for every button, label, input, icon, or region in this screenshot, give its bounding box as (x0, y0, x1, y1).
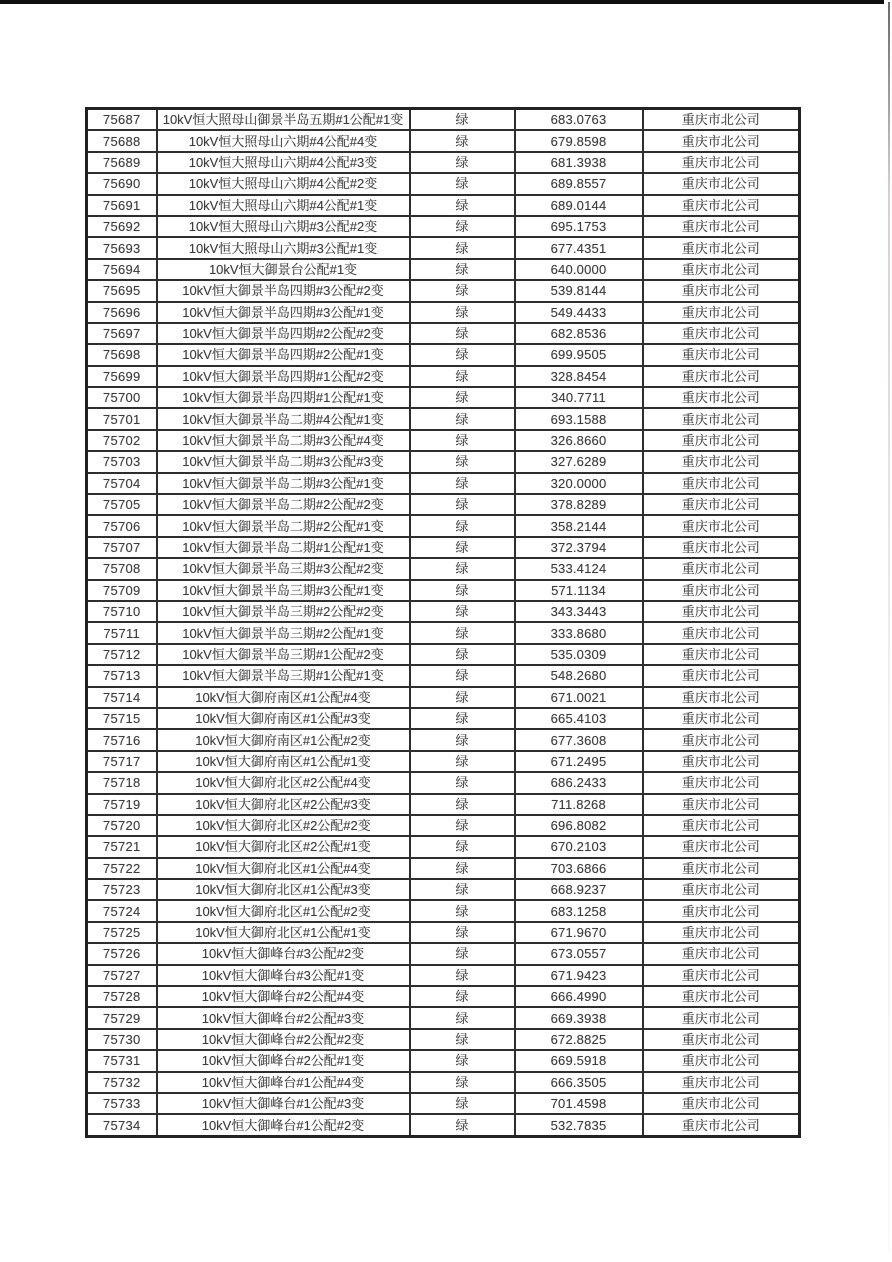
cell-transformer-name: 10kV恒大御府北区#1公配#2变 (157, 900, 410, 921)
cell-status: 绿 (410, 1050, 515, 1071)
cell-value: 549.4433 (515, 302, 643, 323)
cell-transformer-name: 10kV恒大照母山六期#3公配#2变 (157, 216, 410, 237)
cell-transformer-name: 10kV恒大御景半岛三期#2公配#1变 (157, 622, 410, 643)
cell-value: 548.2680 (515, 665, 643, 686)
cell-record-id: 75719 (87, 794, 157, 815)
cell-record-id: 75706 (87, 515, 157, 536)
cell-transformer-name: 10kV恒大御景台公配#1变 (157, 259, 410, 280)
table-row (87, 323, 800, 344)
table-row (87, 216, 800, 237)
cell-company: 重庆市北公司 (643, 387, 800, 408)
cell-transformer-name: 10kV恒大御景半岛二期#4公配#1变 (157, 408, 410, 429)
cell-value: 689.0144 (515, 195, 643, 216)
cell-transformer-name: 10kV恒大御峰台#1公配#3变 (157, 1093, 410, 1114)
cell-status: 绿 (410, 836, 515, 857)
cell-company: 重庆市北公司 (643, 515, 800, 536)
cell-record-id: 75720 (87, 815, 157, 836)
cell-value: 539.8144 (515, 280, 643, 301)
table-row (87, 601, 800, 622)
cell-company: 重庆市北公司 (643, 237, 800, 258)
cell-value: 358.2144 (515, 515, 643, 536)
cell-status: 绿 (410, 772, 515, 793)
cell-value: 328.8454 (515, 366, 643, 387)
cell-status: 绿 (410, 815, 515, 836)
cell-value: 378.8289 (515, 494, 643, 515)
cell-company: 重庆市北公司 (643, 836, 800, 857)
cell-record-id: 75732 (87, 1072, 157, 1093)
cell-record-id: 75718 (87, 772, 157, 793)
cell-value: 669.5918 (515, 1050, 643, 1071)
cell-company: 重庆市北公司 (643, 302, 800, 323)
cell-transformer-name: 10kV恒大御景半岛三期#2公配#2变 (157, 601, 410, 622)
table-row (87, 580, 800, 601)
cell-record-id: 75725 (87, 922, 157, 943)
cell-record-id: 75734 (87, 1114, 157, 1136)
cell-status: 绿 (410, 280, 515, 301)
cell-company: 重庆市北公司 (643, 451, 800, 472)
cell-record-id: 75701 (87, 408, 157, 429)
cell-value: 670.2103 (515, 836, 643, 857)
table-row (87, 986, 800, 1007)
table-row (87, 195, 800, 216)
table-row (87, 708, 800, 729)
cell-transformer-name: 10kV恒大御景半岛四期#3公配#1变 (157, 302, 410, 323)
cell-value: 671.2495 (515, 751, 643, 772)
cell-company: 重庆市北公司 (643, 965, 800, 986)
table-row (87, 687, 800, 708)
cell-company: 重庆市北公司 (643, 430, 800, 451)
cell-company: 重庆市北公司 (643, 879, 800, 900)
table-row (87, 665, 800, 686)
table-row (87, 729, 800, 750)
cell-status: 绿 (410, 943, 515, 964)
table-row (87, 430, 800, 451)
table-row (87, 173, 800, 194)
cell-transformer-name: 10kV恒大御景半岛四期#2公配#1变 (157, 344, 410, 365)
cell-status: 绿 (410, 387, 515, 408)
cell-value: 703.6866 (515, 858, 643, 879)
cell-company: 重庆市北公司 (643, 794, 800, 815)
cell-value: 535.0309 (515, 644, 643, 665)
cell-record-id: 75688 (87, 130, 157, 151)
cell-transformer-name: 10kV恒大御府北区#1公配#1变 (157, 922, 410, 943)
cell-record-id: 75696 (87, 302, 157, 323)
table-row (87, 622, 800, 643)
cell-record-id: 75708 (87, 558, 157, 579)
cell-status: 绿 (410, 237, 515, 258)
table-body (87, 109, 800, 1137)
cell-company: 重庆市北公司 (643, 366, 800, 387)
cell-status: 绿 (410, 1114, 515, 1136)
cell-value: 677.4351 (515, 237, 643, 258)
cell-status: 绿 (410, 751, 515, 772)
cell-record-id: 75721 (87, 836, 157, 857)
table-row (87, 537, 800, 558)
cell-transformer-name: 10kV恒大御景半岛二期#2公配#1变 (157, 515, 410, 536)
cell-status: 绿 (410, 1072, 515, 1093)
cell-company: 重庆市北公司 (643, 280, 800, 301)
cell-status: 绿 (410, 366, 515, 387)
cell-company: 重庆市北公司 (643, 1050, 800, 1071)
cell-transformer-name: 10kV恒大御峰台#3公配#1变 (157, 965, 410, 986)
cell-status: 绿 (410, 109, 515, 131)
cell-value: 666.3505 (515, 1072, 643, 1093)
cell-company: 重庆市北公司 (643, 259, 800, 280)
table-row (87, 152, 800, 173)
cell-record-id: 75722 (87, 858, 157, 879)
cell-company: 重庆市北公司 (643, 1029, 800, 1050)
cell-transformer-name: 10kV恒大御景半岛四期#2公配#2变 (157, 323, 410, 344)
table-row (87, 130, 800, 151)
cell-company: 重庆市北公司 (643, 986, 800, 1007)
cell-value: 343.3443 (515, 601, 643, 622)
cell-status: 绿 (410, 537, 515, 558)
cell-value: 340.7711 (515, 387, 643, 408)
table-row (87, 473, 800, 494)
cell-transformer-name: 10kV恒大御峰台#2公配#1变 (157, 1050, 410, 1071)
cell-transformer-name: 10kV恒大御景半岛三期#1公配#2变 (157, 644, 410, 665)
cell-value: 327.6289 (515, 451, 643, 472)
cell-value: 532.7835 (515, 1114, 643, 1136)
cell-record-id: 75687 (87, 109, 157, 131)
cell-status: 绿 (410, 965, 515, 986)
cell-record-id: 75711 (87, 622, 157, 643)
cell-company: 重庆市北公司 (643, 195, 800, 216)
table-row (87, 387, 800, 408)
cell-value: 681.3938 (515, 152, 643, 173)
table-row (87, 879, 800, 900)
table-row (87, 644, 800, 665)
cell-value: 683.0763 (515, 109, 643, 131)
cell-record-id: 75713 (87, 665, 157, 686)
table-row (87, 858, 800, 879)
cell-company: 重庆市北公司 (643, 751, 800, 772)
cell-status: 绿 (410, 922, 515, 943)
cell-transformer-name: 10kV恒大御府北区#1公配#3变 (157, 879, 410, 900)
cell-transformer-name: 10kV恒大照母山六期#4公配#3变 (157, 152, 410, 173)
table-row (87, 1114, 800, 1136)
cell-status: 绿 (410, 858, 515, 879)
table-row (87, 836, 800, 857)
cell-company: 重庆市北公司 (643, 152, 800, 173)
table-row (87, 344, 800, 365)
cell-company: 重庆市北公司 (643, 665, 800, 686)
table-row (87, 302, 800, 323)
cell-status: 绿 (410, 195, 515, 216)
cell-record-id: 75705 (87, 494, 157, 515)
cell-company: 重庆市北公司 (643, 601, 800, 622)
cell-transformer-name: 10kV恒大御府北区#2公配#2变 (157, 815, 410, 836)
cell-transformer-name: 10kV恒大御府北区#2公配#1变 (157, 836, 410, 857)
cell-record-id: 75712 (87, 644, 157, 665)
cell-company: 重庆市北公司 (643, 323, 800, 344)
cell-status: 绿 (410, 644, 515, 665)
cell-company: 重庆市北公司 (643, 1072, 800, 1093)
table-row (87, 1029, 800, 1050)
table-row (87, 1007, 800, 1028)
cell-value: 679.8598 (515, 130, 643, 151)
cell-record-id: 75690 (87, 173, 157, 194)
cell-status: 绿 (410, 1029, 515, 1050)
cell-record-id: 75697 (87, 323, 157, 344)
cell-value: 666.4990 (515, 986, 643, 1007)
cell-transformer-name: 10kV恒大御景半岛二期#3公配#4变 (157, 430, 410, 451)
cell-transformer-name: 10kV恒大御景半岛二期#1公配#1变 (157, 537, 410, 558)
cell-transformer-name: 10kV恒大御景半岛二期#3公配#1变 (157, 473, 410, 494)
cell-status: 绿 (410, 515, 515, 536)
cell-company: 重庆市北公司 (643, 858, 800, 879)
cell-status: 绿 (410, 430, 515, 451)
cell-company: 重庆市北公司 (643, 173, 800, 194)
cell-status: 绿 (410, 794, 515, 815)
cell-status: 绿 (410, 729, 515, 750)
cell-value: 683.1258 (515, 900, 643, 921)
cell-record-id: 75698 (87, 344, 157, 365)
table-row (87, 943, 800, 964)
cell-transformer-name: 10kV恒大御府北区#2公配#4变 (157, 772, 410, 793)
cell-status: 绿 (410, 344, 515, 365)
cell-transformer-name: 10kV恒大御府南区#1公配#2变 (157, 729, 410, 750)
cell-value: 701.4598 (515, 1093, 643, 1114)
cell-record-id: 75730 (87, 1029, 157, 1050)
cell-status: 绿 (410, 879, 515, 900)
cell-record-id: 75733 (87, 1093, 157, 1114)
table-row (87, 751, 800, 772)
cell-transformer-name: 10kV恒大御峰台#2公配#2变 (157, 1029, 410, 1050)
cell-status: 绿 (410, 408, 515, 429)
cell-status: 绿 (410, 302, 515, 323)
cell-record-id: 75692 (87, 216, 157, 237)
cell-status: 绿 (410, 665, 515, 686)
cell-transformer-name: 10kV恒大御峰台#2公配#3变 (157, 1007, 410, 1028)
cell-transformer-name: 10kV恒大御景半岛四期#1公配#2变 (157, 366, 410, 387)
cell-value: 711.8268 (515, 794, 643, 815)
table-row (87, 558, 800, 579)
cell-transformer-name: 10kV恒大御府北区#1公配#4变 (157, 858, 410, 879)
cell-company: 重庆市北公司 (643, 922, 800, 943)
cell-company: 重庆市北公司 (643, 1007, 800, 1028)
cell-transformer-name: 10kV恒大御峰台#1公配#4变 (157, 1072, 410, 1093)
cell-record-id: 75704 (87, 473, 157, 494)
cell-value: 699.9505 (515, 344, 643, 365)
cell-transformer-name: 10kV恒大照母山六期#4公配#4变 (157, 130, 410, 151)
cell-status: 绿 (410, 173, 515, 194)
cell-company: 重庆市北公司 (643, 537, 800, 558)
cell-value: 668.9237 (515, 879, 643, 900)
cell-transformer-name: 10kV恒大御府北区#2公配#3变 (157, 794, 410, 815)
cell-record-id: 75727 (87, 965, 157, 986)
cell-record-id: 75709 (87, 580, 157, 601)
table-row (87, 922, 800, 943)
cell-record-id: 75714 (87, 687, 157, 708)
cell-value: 333.8680 (515, 622, 643, 643)
cell-transformer-name: 10kV恒大照母山六期#4公配#1变 (157, 195, 410, 216)
scan-artifact-top-bar (0, 0, 884, 4)
cell-status: 绿 (410, 558, 515, 579)
cell-value: 671.9670 (515, 922, 643, 943)
table-row (87, 366, 800, 387)
table-row (87, 794, 800, 815)
table-row (87, 280, 800, 301)
cell-record-id: 75699 (87, 366, 157, 387)
cell-value: 533.4124 (515, 558, 643, 579)
table-row (87, 1050, 800, 1071)
table-row (87, 1072, 800, 1093)
cell-company: 重庆市北公司 (643, 130, 800, 151)
cell-record-id: 75703 (87, 451, 157, 472)
cell-status: 绿 (410, 259, 515, 280)
cell-value: 671.0021 (515, 687, 643, 708)
cell-value: 673.0557 (515, 943, 643, 964)
cell-transformer-name: 10kV恒大御景半岛四期#1公配#1变 (157, 387, 410, 408)
cell-record-id: 75707 (87, 537, 157, 558)
cell-company: 重庆市北公司 (643, 109, 800, 131)
cell-value: 695.1753 (515, 216, 643, 237)
cell-transformer-name: 10kV恒大照母山六期#3公配#1变 (157, 237, 410, 258)
cell-record-id: 75691 (87, 195, 157, 216)
cell-status: 绿 (410, 986, 515, 1007)
cell-status: 绿 (410, 323, 515, 344)
cell-record-id: 75731 (87, 1050, 157, 1071)
cell-status: 绿 (410, 152, 515, 173)
cell-record-id: 75717 (87, 751, 157, 772)
cell-record-id: 75700 (87, 387, 157, 408)
table-row (87, 1093, 800, 1114)
cell-status: 绿 (410, 900, 515, 921)
cell-value: 571.1134 (515, 580, 643, 601)
table-row (87, 772, 800, 793)
cell-transformer-name: 10kV恒大照母山御景半岛五期#1公配#1变 (157, 109, 410, 131)
cell-record-id: 75729 (87, 1007, 157, 1028)
cell-transformer-name: 10kV恒大御景半岛二期#2公配#2变 (157, 494, 410, 515)
cell-transformer-name: 10kV恒大御峰台#2公配#4变 (157, 986, 410, 1007)
table-row (87, 237, 800, 258)
cell-transformer-name: 10kV恒大御峰台#1公配#2变 (157, 1114, 410, 1136)
cell-company: 重庆市北公司 (643, 408, 800, 429)
cell-company: 重庆市北公司 (643, 687, 800, 708)
table-row (87, 515, 800, 536)
cell-transformer-name: 10kV恒大御府南区#1公配#1变 (157, 751, 410, 772)
cell-value: 677.3608 (515, 729, 643, 750)
cell-transformer-name: 10kV恒大御景半岛三期#1公配#1变 (157, 665, 410, 686)
cell-company: 重庆市北公司 (643, 473, 800, 494)
cell-status: 绿 (410, 130, 515, 151)
cell-company: 重庆市北公司 (643, 1114, 800, 1136)
table-row (87, 408, 800, 429)
cell-transformer-name: 10kV恒大御景半岛二期#3公配#3变 (157, 451, 410, 472)
table-row (87, 259, 800, 280)
cell-value: 669.3938 (515, 1007, 643, 1028)
table-row (87, 109, 800, 131)
cell-company: 重庆市北公司 (643, 216, 800, 237)
cell-company: 重庆市北公司 (643, 729, 800, 750)
cell-company: 重庆市北公司 (643, 900, 800, 921)
cell-company: 重庆市北公司 (643, 644, 800, 665)
cell-company: 重庆市北公司 (643, 708, 800, 729)
cell-value: 320.0000 (515, 473, 643, 494)
cell-value: 326.8660 (515, 430, 643, 451)
cell-transformer-name: 10kV恒大照母山六期#4公配#2变 (157, 173, 410, 194)
table-row (87, 815, 800, 836)
cell-transformer-name: 10kV恒大御峰台#3公配#2变 (157, 943, 410, 964)
cell-record-id: 75693 (87, 237, 157, 258)
cell-record-id: 75689 (87, 152, 157, 173)
transformer-load-table (85, 107, 801, 1138)
cell-value: 671.9423 (515, 965, 643, 986)
cell-transformer-name: 10kV恒大御府南区#1公配#4变 (157, 687, 410, 708)
cell-record-id: 75724 (87, 900, 157, 921)
cell-value: 689.8557 (515, 173, 643, 194)
cell-value: 682.8536 (515, 323, 643, 344)
cell-record-id: 75716 (87, 729, 157, 750)
cell-status: 绿 (410, 1093, 515, 1114)
cell-company: 重庆市北公司 (643, 1093, 800, 1114)
table-row (87, 494, 800, 515)
cell-company: 重庆市北公司 (643, 344, 800, 365)
cell-record-id: 75695 (87, 280, 157, 301)
cell-status: 绿 (410, 451, 515, 472)
cell-record-id: 75710 (87, 601, 157, 622)
cell-company: 重庆市北公司 (643, 558, 800, 579)
cell-record-id: 75702 (87, 430, 157, 451)
cell-company: 重庆市北公司 (643, 943, 800, 964)
cell-status: 绿 (410, 473, 515, 494)
cell-record-id: 75723 (87, 879, 157, 900)
cell-transformer-name: 10kV恒大御府南区#1公配#3变 (157, 708, 410, 729)
cell-status: 绿 (410, 580, 515, 601)
cell-record-id: 75728 (87, 986, 157, 1007)
cell-value: 640.0000 (515, 259, 643, 280)
table-row (87, 451, 800, 472)
cell-status: 绿 (410, 216, 515, 237)
cell-value: 672.8825 (515, 1029, 643, 1050)
cell-transformer-name: 10kV恒大御景半岛四期#3公配#2变 (157, 280, 410, 301)
cell-company: 重庆市北公司 (643, 580, 800, 601)
table-row (87, 900, 800, 921)
cell-record-id: 75726 (87, 943, 157, 964)
cell-status: 绿 (410, 687, 515, 708)
cell-transformer-name: 10kV恒大御景半岛三期#3公配#2变 (157, 558, 410, 579)
cell-transformer-name: 10kV恒大御景半岛三期#3公配#1变 (157, 580, 410, 601)
cell-status: 绿 (410, 494, 515, 515)
cell-company: 重庆市北公司 (643, 772, 800, 793)
cell-status: 绿 (410, 708, 515, 729)
cell-value: 696.8082 (515, 815, 643, 836)
cell-record-id: 75694 (87, 259, 157, 280)
scan-artifact-right-line (888, 2, 890, 1252)
table-row (87, 965, 800, 986)
cell-status: 绿 (410, 601, 515, 622)
cell-status: 绿 (410, 622, 515, 643)
cell-company: 重庆市北公司 (643, 622, 800, 643)
cell-value: 665.4103 (515, 708, 643, 729)
cell-record-id: 75715 (87, 708, 157, 729)
cell-value: 686.2433 (515, 772, 643, 793)
cell-value: 372.3794 (515, 537, 643, 558)
cell-company: 重庆市北公司 (643, 494, 800, 515)
cell-status: 绿 (410, 1007, 515, 1028)
cell-company: 重庆市北公司 (643, 815, 800, 836)
cell-value: 693.1588 (515, 408, 643, 429)
